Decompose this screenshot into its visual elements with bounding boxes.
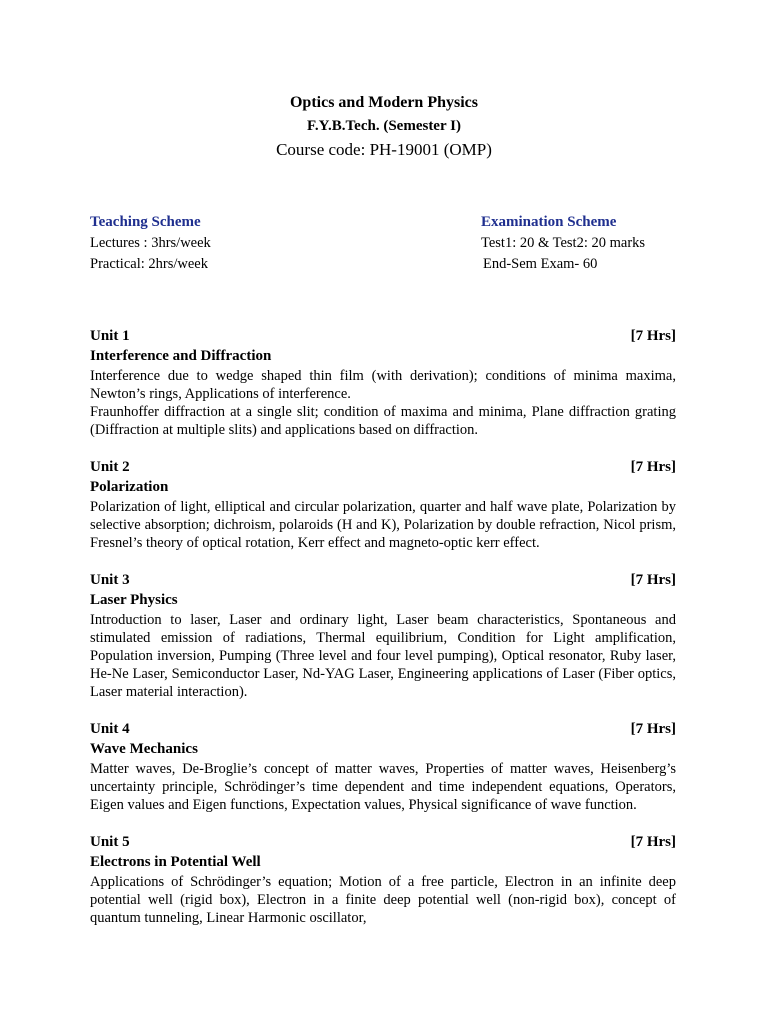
unit-title: Electrons in Potential Well xyxy=(90,854,261,870)
unit-body xyxy=(90,367,676,439)
unit-hours: [7 Hrs] xyxy=(630,572,676,588)
unit-body xyxy=(90,611,676,701)
unit-title: Wave Mechanics xyxy=(90,741,198,757)
unit-5 xyxy=(90,832,676,927)
unit-header xyxy=(90,719,676,739)
units-section xyxy=(90,326,676,945)
unit-title: Interference and Diffraction xyxy=(90,348,272,364)
unit-label: Unit 3 xyxy=(90,572,130,588)
unit-header xyxy=(90,832,676,852)
unit-title: Laser Physics xyxy=(90,592,178,608)
course-title: Optics and Modern Physics xyxy=(289,94,478,111)
unit-4 xyxy=(90,719,676,814)
unit-hours: [7 Hrs] xyxy=(630,834,676,850)
course-code: Course code: PH-19001 (OMP) xyxy=(276,140,492,159)
unit-hours: [7 Hrs] xyxy=(630,721,676,737)
course-subtitle: F.Y.B.Tech. (Semester I) xyxy=(307,118,461,134)
teaching-scheme-lectures: Lectures : 3hrs/week xyxy=(90,235,211,251)
unit-body xyxy=(90,498,676,552)
unit-paragraph: Matter waves, De-Broglie’s concept of matter waves, Properties of matter waves, Heisenberg’s uncertainty principle, Schrödinger’s time dependent and time independent equations, Operators, Eigen values and Eigen functions, Expectation values, Physical significance of wave function. xyxy=(90,761,676,813)
teaching-scheme-heading: Teaching Scheme xyxy=(90,214,201,230)
unit-title: Polarization xyxy=(90,479,169,495)
unit-label: Unit 5 xyxy=(90,834,130,850)
unit-2 xyxy=(90,457,676,552)
unit-paragraph: Introduction to laser, Laser and ordinary light, Laser beam characteristics, Spontaneous and stimulated emission of radiations, Thermal equilibrium, Condition for Light amplification, Population inversion, Pumping (Three level and four level pumping), Optical resonator, Ruby laser, He-Ne Laser, Semiconductor Laser, Nd-YAG Laser, Engineering applications of Laser (Fiber optics, Laser material interaction). xyxy=(90,612,676,700)
examination-scheme-endsem: End-Sem Exam- 60 xyxy=(483,256,598,272)
unit-hours: [7 Hrs] xyxy=(630,328,676,344)
unit-paragraph: Interference due to wedge shaped thin film (with derivation); conditions of minima maxima, Newton’s rings, Applications of interference. xyxy=(90,368,676,402)
unit-header xyxy=(90,570,676,590)
unit-label: Unit 4 xyxy=(90,721,130,737)
unit-label: Unit 2 xyxy=(90,459,130,475)
unit-paragraph: Fraunhoffer diffraction at a single slit; condition of maxima and minima, Plane diffraction grating (Diffraction at multiple slits) and applications based on diffraction. xyxy=(90,404,676,438)
examination-scheme-tests: Test1: 20 & Test2: 20 marks xyxy=(481,235,646,251)
examination-scheme-heading: Examination Scheme xyxy=(481,214,617,230)
unit-hours: [7 Hrs] xyxy=(630,459,676,475)
unit-label: Unit 1 xyxy=(90,328,130,344)
unit-header xyxy=(90,326,676,346)
unit-body xyxy=(90,873,676,927)
unit-3 xyxy=(90,570,676,701)
teaching-scheme-practical: Practical: 2hrs/week xyxy=(90,256,208,272)
unit-header xyxy=(90,457,676,477)
unit-paragraph: Polarization of light, elliptical and circular polarization, quarter and half wave plate, Polarization by selective absorption; dichroism, polaroids (H and K), Polarization by double refraction, Nicol prism, Fresnel’s theory of optical rotation, Kerr effect and magneto-optic kerr effect. xyxy=(90,499,676,551)
unit-body xyxy=(90,760,676,814)
unit-paragraph: Applications of Schrödinger’s equation; Motion of a free particle, Electron in an infinite deep potential well (rigid box), Electron in a finite deep potential well (non-rigid box), concept of quantum tunneling, Linear Harmonic oscillator, xyxy=(90,874,676,926)
unit-1 xyxy=(90,326,676,439)
